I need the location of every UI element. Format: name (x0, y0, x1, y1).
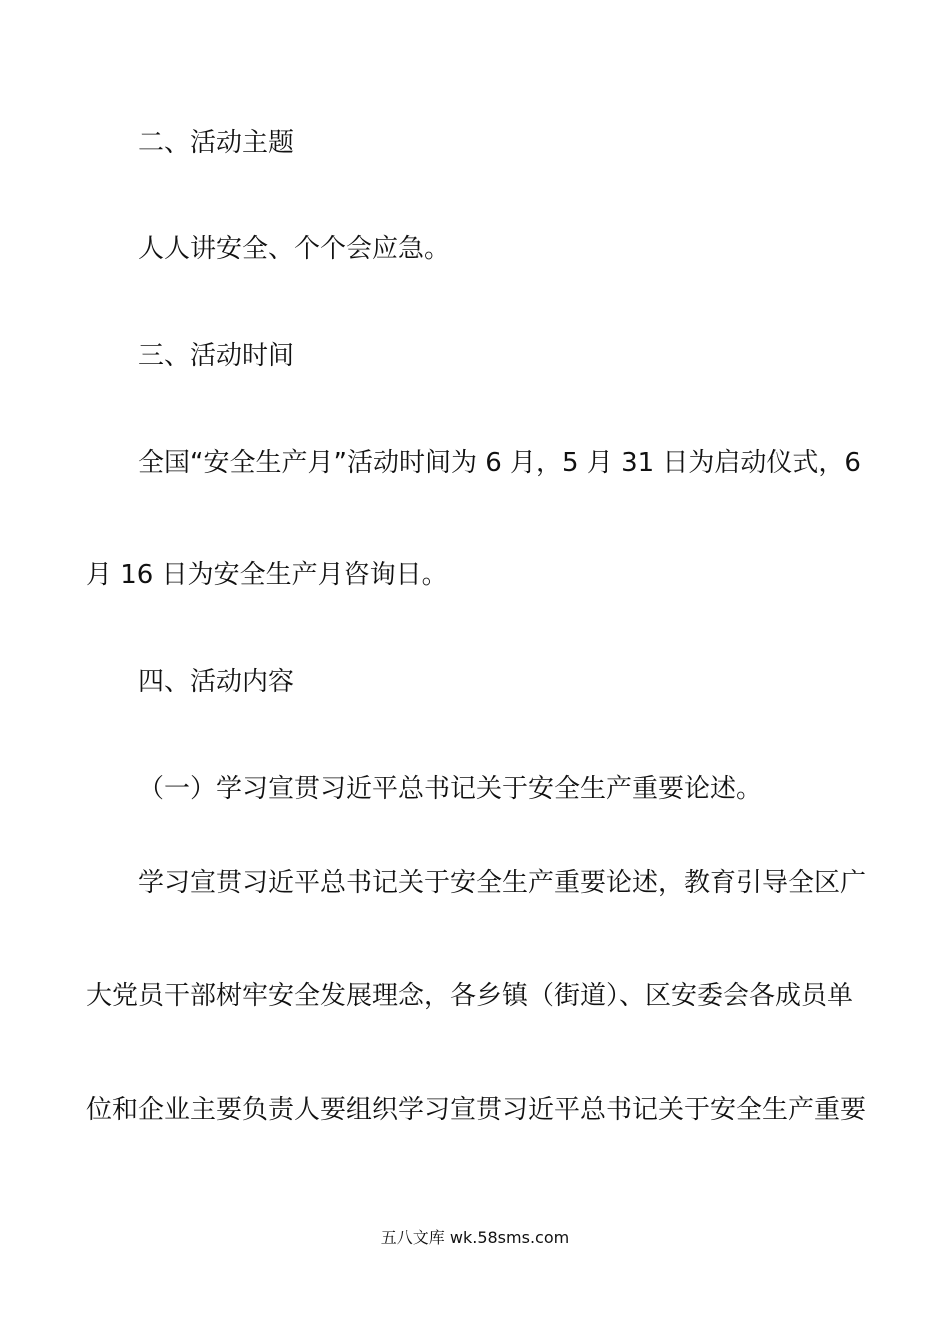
paragraph-time-line-2: 月 16 日为安全生产月咨询日。 (86, 560, 448, 590)
paragraph-content-line-1: 学习宣贯习近平总书记关于安全生产重要论述，教育引导全区广 (138, 868, 867, 898)
paragraph-time-line-1: 全国“安全生产月”活动时间为 6 月，5 月 31 日为启动仪式，6 (138, 448, 861, 478)
paragraph-content-line-3: 位和企业主要负责人要组织学习宣贯习近平总书记关于安全生产重要 (86, 1095, 867, 1125)
section-heading-content: 四、活动内容 (138, 667, 295, 697)
section-heading-theme: 二、活动主题 (138, 128, 295, 158)
paragraph-content-line-2: 大党员干部树牢安全发展理念，各乡镇（街道）、区安委会各成员单 (86, 981, 854, 1011)
paragraph-theme: 人人讲安全、个个会应急。 (138, 234, 451, 264)
subsection-heading-1: （一）学习宣贯习近平总书记关于安全生产重要论述。 (138, 774, 763, 804)
page-footer: 五八文库 wk.58sms.com (380, 1228, 570, 1247)
section-heading-time: 三、活动时间 (138, 341, 295, 371)
